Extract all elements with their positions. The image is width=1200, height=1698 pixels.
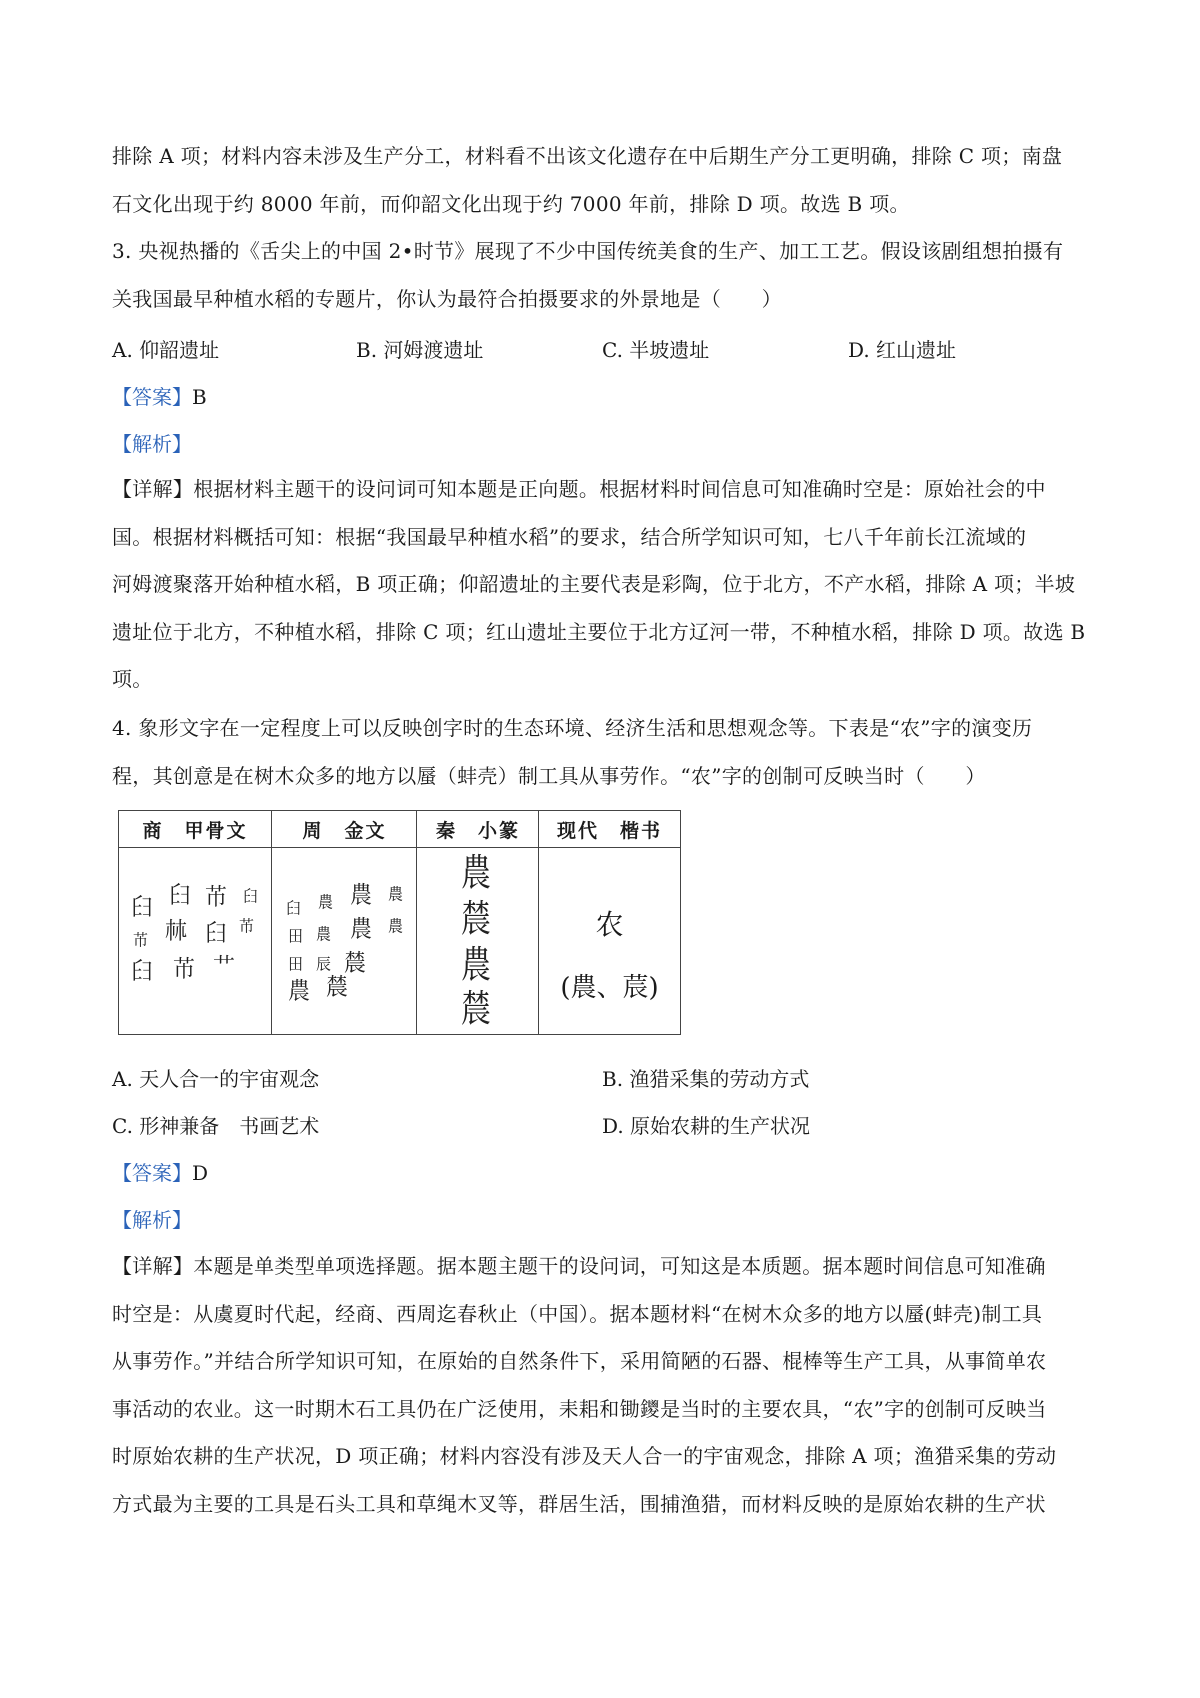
text-line: 时空是：从虞夏时代起，经商、西周迄春秋止（中国）。据本题材料“在树木众多的地方以蜃(蚌壳)制工具: [112, 1301, 1043, 1326]
seal-glyph: 農: [461, 851, 491, 896]
oracle-glyph: 𦥑: [243, 886, 259, 906]
text-line: 石文化出现于约 8000 年前，而仰韶文化出现于约 7000 年前，排除 D 项。故选 B 项。: [112, 191, 910, 216]
text-line: 事活动的农业。这一时期木石工具仍在广泛使用，耒耜和锄鑁是当时的主要农具，“农”字的创制可反映当: [112, 1396, 1047, 1421]
table-column-modern: [538, 811, 680, 1034]
question-3-stem: [112, 228, 1102, 323]
text-line: 【详解】本题是单类型单项选择题。据本题主题干的设问词，可知这是本质题。据本题时间信息可知准确: [112, 1254, 1046, 1278]
answer-tag: 【答案】: [112, 385, 192, 409]
bronze-glyph: 農: [350, 882, 373, 909]
text-line: 排除 A 项；材料内容未涉及生产分工，材料看不出该文化遗存在中后期生产分工更明确，排除 C 项；南盘: [112, 144, 1063, 168]
bronze-glyph: 田: [288, 926, 304, 946]
oracle-glyph: 芇: [239, 916, 255, 936]
intro-paragraph: [112, 133, 1102, 228]
q4-option-d: D. 原始农耕的生产状况: [602, 1114, 811, 1138]
q3-analysis-tag: 【解析】: [112, 432, 192, 456]
q3-answer: [112, 382, 207, 412]
q4-answer: [112, 1158, 208, 1188]
oracle-glyph: 𦥑: [205, 920, 228, 947]
question-4-stem: [112, 705, 1102, 800]
text-line: 国。根据材料概括可知：根据“我国最早种植水稻”的要求，结合所学知识可知，七八千年前长江流域的: [112, 524, 1027, 549]
character-evolution-table: [118, 810, 681, 1035]
text-line: 程，其创意是在树木众多的地方以蜃（蚌壳）制工具从事劳作。“农”字的创制可反映当时（ ）: [112, 763, 986, 788]
seal-glyph: 農: [461, 943, 491, 988]
bronze-glyph: 𦥑: [286, 898, 302, 918]
bronze-glyph: 辳: [344, 950, 367, 977]
q3-option-b: B. 河姆渡遗址: [356, 338, 484, 362]
oracle-glyph: 𣏟: [165, 918, 188, 945]
oracle-glyph: 芇: [205, 884, 228, 911]
table-header: 秦 小篆: [435, 819, 520, 842]
modern-variants: (農、莀): [560, 973, 659, 1003]
text-line: 从事劳作。”并结合所学知识可知，在原始的自然条件下，采用简陋的石器、棍棒等生产工具，从事简单农: [112, 1349, 1047, 1373]
table-column-seal: [416, 811, 539, 1034]
bronze-glyph: 農: [350, 916, 373, 943]
q4-option-a: A. 天人合一的宇宙观念: [112, 1067, 320, 1091]
q3-option-d: D. 红山遗址: [848, 338, 957, 362]
answer-value: D: [192, 1161, 209, 1185]
q3-option-c: C. 半坡遗址: [602, 338, 710, 362]
modern-cell: [539, 849, 680, 1034]
table-header: 现代 楷书: [556, 819, 662, 842]
seal-glyph: 辳: [461, 987, 491, 1032]
bronze-glyph: 農: [288, 978, 311, 1005]
q3-detail: [112, 466, 1102, 704]
text-line: 【详解】根据材料主题干的设问词可知本题是正向题。根据材料时间信息可知准确时空是：原始社会的中: [112, 477, 1046, 501]
oracle-glyph: 𦥑: [131, 958, 154, 985]
text-line: 河姆渡聚落开始种植水稻，B 项正确；仰韶遗址的主要代表是彩陶，位于北方，不产水稻，排除 A 项；半坡: [112, 572, 1076, 596]
text-line: 项。: [112, 667, 153, 691]
table-column-bronze: [271, 811, 417, 1034]
bronze-glyph: 農: [318, 892, 334, 912]
seal-glyphs-image: [417, 849, 539, 1034]
text-line: 遗址位于北方，不种植水稻，排除 C 项；红山遗址主要位于北方辽河一带，不种植水稻，排除 D 项。故选 B: [112, 619, 1086, 644]
table-header: 商 甲骨文: [142, 819, 248, 842]
bronze-glyph: 田: [288, 954, 304, 974]
oracle-glyph: 𦥑: [169, 882, 192, 909]
text-line: 4. 象形文字在一定程度上可以反映创字时的生态环境、经济生活和思想观念等。下表是“农”字的演变历: [112, 716, 1033, 740]
table-column-oracle-bone: [119, 811, 271, 1034]
seal-glyph: 辳: [461, 897, 491, 942]
q4-option-b: B. 渔猎采集的劳动方式: [602, 1067, 810, 1091]
q4-analysis-tag: 【解析】: [112, 1208, 192, 1232]
modern-character: 农: [595, 908, 624, 941]
answer-tag: 【答案】: [112, 1161, 192, 1185]
q3-option-a: A. 仰韶遗址: [112, 338, 220, 362]
text-line: 时原始农耕的生产状况，D 项正确；材料内容没有涉及天人合一的宇宙观念，排除 A 项；渔猎采集的劳动: [112, 1444, 1057, 1468]
bronze-glyph: 農: [388, 916, 404, 936]
bronze-glyph: 辳: [326, 974, 349, 1001]
oracle-glyph: 艹: [213, 954, 236, 981]
oracle-bone-glyphs-image: [119, 849, 271, 1034]
bronze-glyph: 辰: [316, 954, 332, 974]
bronze-glyph: 農: [316, 924, 332, 944]
table-header: 周 金文: [302, 819, 387, 842]
q4-option-c: C. 形神兼备 书画艺术: [112, 1114, 320, 1138]
oracle-glyph: 芇: [173, 956, 196, 983]
bronze-glyph: 農: [388, 884, 404, 904]
oracle-glyph: 𦥑: [131, 894, 154, 921]
text-line: 方式最为主要的工具是石头工具和草绳木叉等，群居生活，围捕渔猎，而材料反映的是原始农耕的生产状: [112, 1491, 1046, 1516]
text-line: 关我国最早种植水稻的专题片，你认为最符合拍摄要求的外景地是（ ）: [112, 286, 782, 311]
q4-detail: [112, 1243, 1102, 1528]
text-line: 3. 央视热播的《舌尖上的中国 2•时节》展现了不少中国传统美食的生产、加工工艺。假设该剧组想拍摄有: [112, 239, 1064, 263]
answer-value: B: [192, 385, 207, 409]
oracle-glyph: 芇: [133, 930, 149, 950]
bronze-glyphs-image: [272, 849, 417, 1034]
